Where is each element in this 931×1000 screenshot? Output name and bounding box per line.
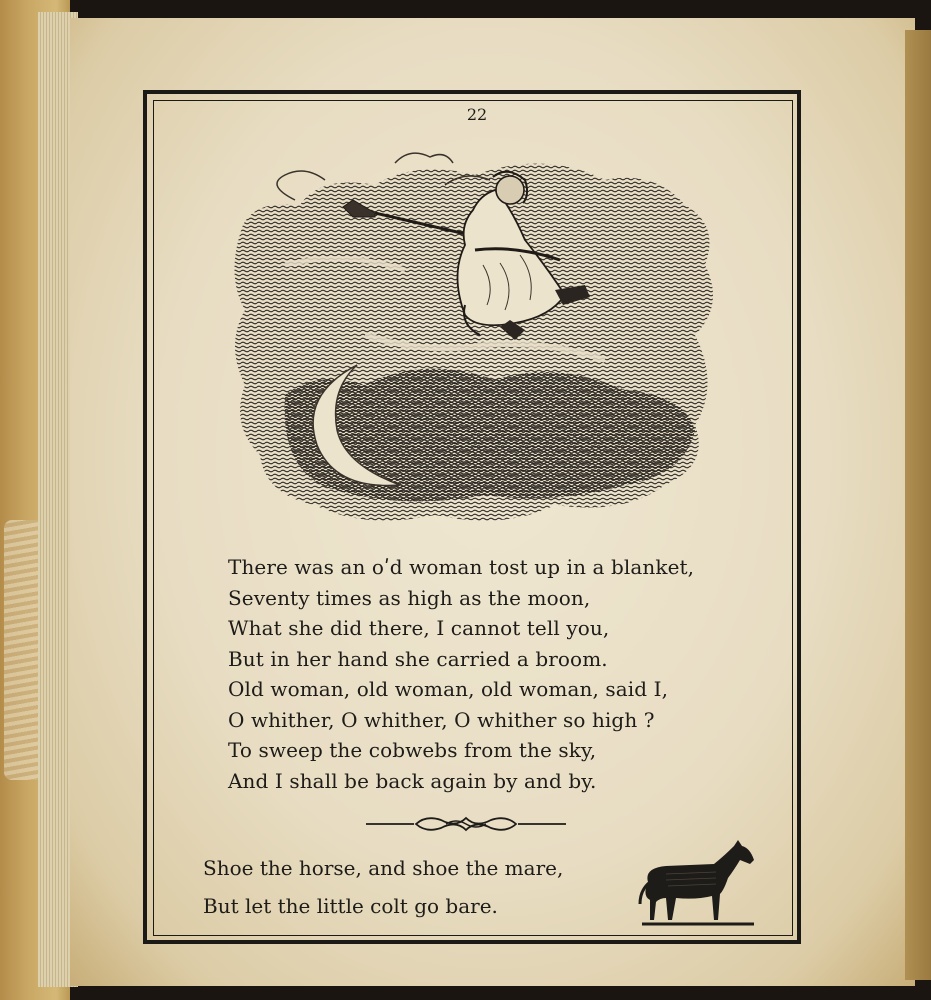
poem-line: And I shall be back again by and by. xyxy=(228,768,597,793)
poem-line: Seventy times as high as the moon, xyxy=(228,585,591,610)
rhyme-line: Shoe the horse, and shoe the mare, xyxy=(203,856,564,880)
ornamental-divider xyxy=(366,812,566,836)
poem-line: Old woman, old woman, old woman, said I, xyxy=(228,677,669,701)
poem-line: To sweep the cobwebs from the sky, xyxy=(228,738,597,762)
poem-line: What she did there, I cannot tell you, xyxy=(228,616,610,640)
page-number: 22 xyxy=(466,105,488,124)
nursery-rhyme xyxy=(203,849,563,925)
poem-line: There was an oʹd woman tost up in a blanket, xyxy=(228,555,695,579)
poem-line: O whither, O whither, O whither so high ? xyxy=(228,707,655,732)
poem-verse xyxy=(228,552,694,796)
rhyme-line: But let the little colt go bare. xyxy=(203,894,498,918)
page-right-edge xyxy=(905,30,931,980)
poem-line: But in her hand she carried a broom. xyxy=(228,646,608,671)
horse-icon xyxy=(636,838,760,930)
old-woman-broom-illustration xyxy=(225,145,725,535)
